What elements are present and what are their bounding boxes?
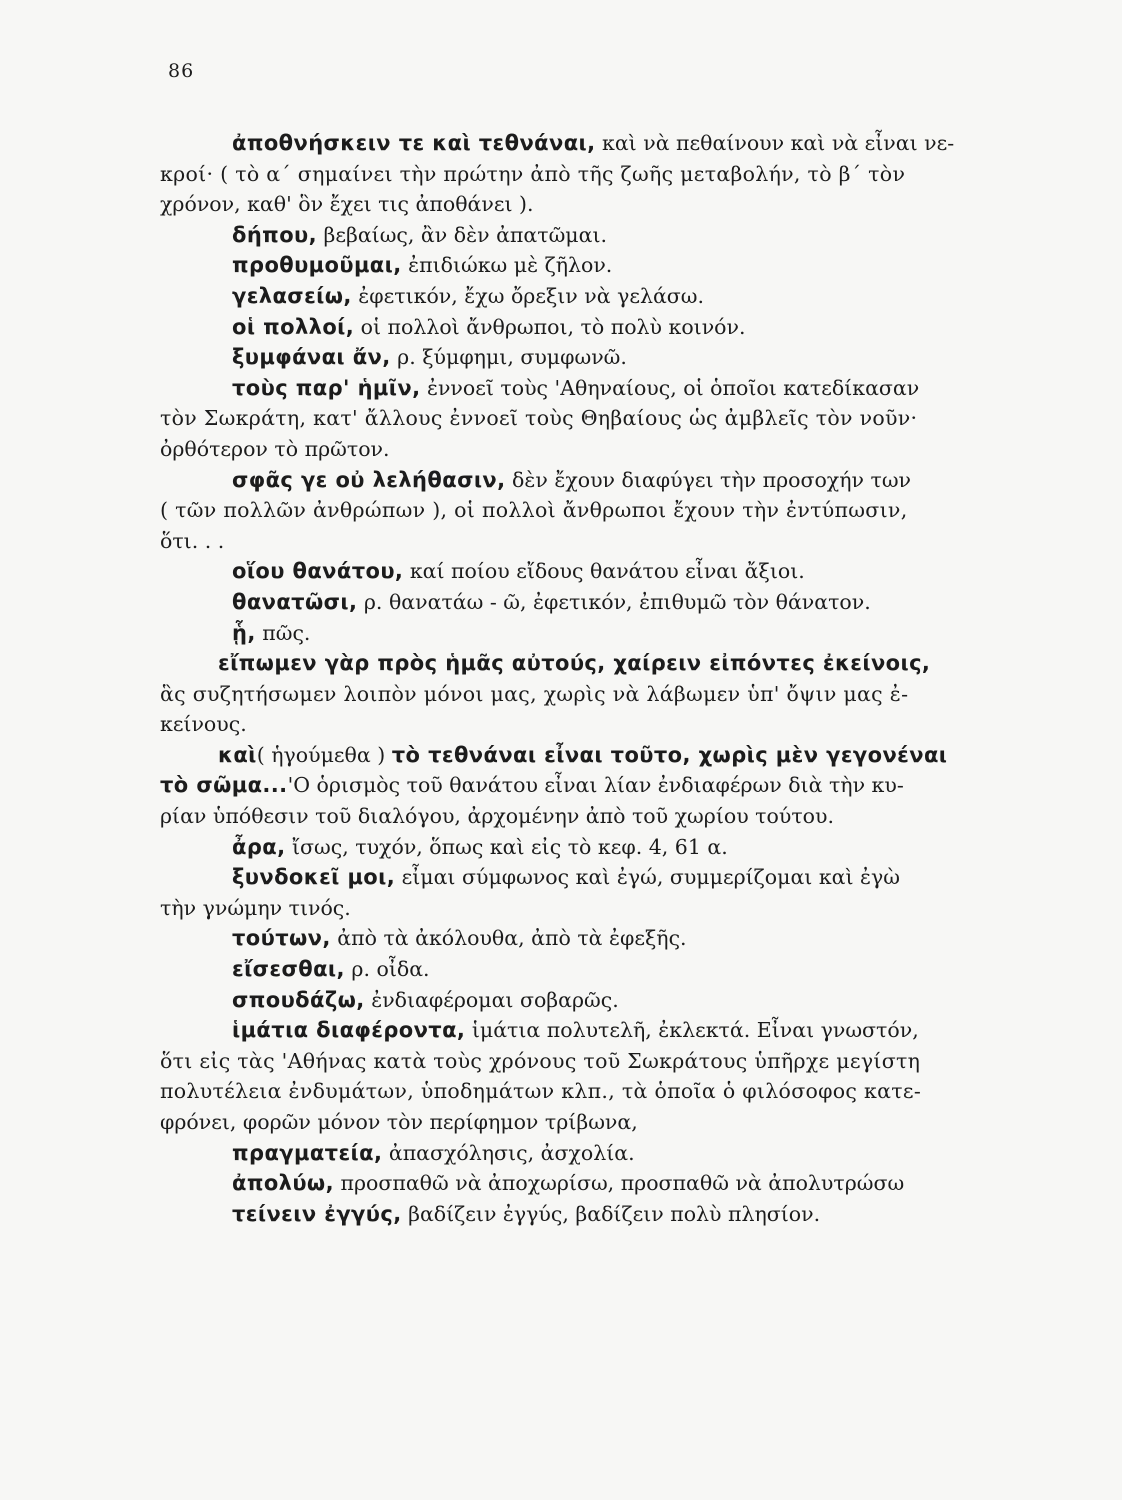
continuation-line: φρόνει, φορῶν μόνον τὸν περίφημον τρίβωνα, xyxy=(160,1110,638,1134)
entry-definition: ἴσως, τυχόν, ὅπως καὶ εἰς τὸ κεφ. 4, 61 α. xyxy=(285,834,728,859)
entry-line xyxy=(160,1199,1090,1230)
entry-definition: ἀπασχόλησις, ἀσχολία. xyxy=(382,1140,635,1165)
entry-term: τοὺς παρ' ἡμῖν, xyxy=(232,375,421,400)
entry-line xyxy=(160,220,1090,251)
entry-definition: εἶμαι σύμφωνος καὶ ἐγώ, συμμερίζομαι καὶ ἐγὼ xyxy=(395,865,901,890)
entry-definition: ρ. θανατάω - ῶ, ἐφετικόν, ἐπιθυμῶ τὸν θάνατον. xyxy=(357,589,871,614)
entry-definition: ρ. ξύμφημι, συμφωνῶ. xyxy=(390,345,627,370)
entry-term: ἱμάτια διαφέροντα, xyxy=(232,1018,466,1043)
entry-term: προθυμοῦμαι, xyxy=(232,253,402,278)
entry-line xyxy=(160,1168,1090,1199)
entry-definition: καὶ νὰ πεθαίνουν καὶ νὰ εἶναι νε- xyxy=(595,131,955,155)
entry-term: ξυνδοκεῖ μοι, xyxy=(232,865,396,890)
entry-term: εἴσεσθαι, xyxy=(232,957,345,982)
entry-term: δήπου, xyxy=(232,222,317,247)
entry-line xyxy=(160,648,1090,679)
entry-term: εἴπωμεν γὰρ πρὸς ἡμᾶς αὐτούς, χαίρειν εἰπόντες ἐκείνοις, xyxy=(218,651,931,676)
entry-line xyxy=(160,250,1090,281)
entry-line xyxy=(160,862,1090,893)
entry-term: σφᾶς γε οὐ λελήθασιν, xyxy=(232,467,506,492)
entry-definition: καί ποίου εἴδους θανάτου εἶναι ἄξιοι. xyxy=(403,559,805,584)
entry-line xyxy=(160,1138,1090,1169)
entry-line xyxy=(160,128,1090,159)
continuation-line: ὅτι εἰς τὰς 'Αθήνας κατὰ τοὺς χρόνους τοῦ Σωκράτους ὑπῆρχε μεγίστη xyxy=(160,1048,921,1073)
entry-definition: δὲν ἔχουν διαφύγει τὴν προσοχήν των xyxy=(505,467,911,492)
entry-line xyxy=(160,740,1090,771)
entry-definition: πῶς. xyxy=(255,620,311,645)
entry-term: οἱ πολλοί, xyxy=(232,314,355,339)
entry-term: ᾗ, xyxy=(232,620,256,645)
entry-line xyxy=(160,954,1090,985)
continuation-line: ἃς συζητήσωμεν λοιπὸν μόνοι μας, χωρὶς νὰ λάβωμεν ὑπ' ὄψιν μας ἐ- xyxy=(160,681,909,706)
continuation-line: ὅτι. . . xyxy=(160,528,225,553)
entry-line xyxy=(160,342,1090,373)
continuation-line: τὴν γνώμην τινός. xyxy=(160,895,351,920)
continuation-line: κείνους. xyxy=(160,712,247,737)
page-number: 86 xyxy=(168,60,195,82)
entry-definition: ( ἡγούμεθα ) xyxy=(256,742,392,767)
entry-definition: βεβαίως, ἂν δὲν ἀπατῶμαι. xyxy=(316,222,608,247)
entry-line xyxy=(160,373,1090,404)
entry-term: ξυμφάναι ἄν, xyxy=(232,345,391,370)
entry-term: τὸ σῶμα... xyxy=(160,773,288,798)
entry-line xyxy=(160,312,1090,343)
entry-definition: προσπαθῶ νὰ ἀποχωρίσω, προσπαθῶ νὰ ἀπολυτρώσω xyxy=(333,1171,905,1196)
entry-term: γελασείω, xyxy=(232,283,352,308)
entry-definition: ἱμάτια πολυτελῆ, ἐκλεκτά. Εἶναι γνωστόν, xyxy=(465,1018,919,1043)
entry-line xyxy=(160,281,1090,312)
entry-term: πραγματεία, xyxy=(232,1140,383,1165)
continuation-line: κροί· ( τὸ α΄ σημαίνει τὴν πρώτην ἀπὸ τῆς ζωῆς μεταβολήν, τὸ β΄ τὸν xyxy=(160,161,906,186)
entry-term: ἀπολύω, xyxy=(232,1171,334,1196)
continuation-line: χρόνον, καθ' ὃν ἔχει τις ἀποθάνει ). xyxy=(160,192,534,217)
entry-definition: βαδίζειν ἐγγύς, βαδίζειν πολὺ πλησίον. xyxy=(401,1201,821,1226)
entry-term: τούτων, xyxy=(232,926,331,951)
entry-term: τείνειν ἐγγύς, xyxy=(232,1201,402,1226)
entry-term-continued: τὸ τεθνάναι εἶναι τοῦτο, χωρὶς μὲν γεγονέναι xyxy=(391,742,948,767)
entry-line xyxy=(160,985,1090,1016)
entry-term: ἀποθνήσκειν τε καὶ τεθνάναι, xyxy=(232,131,596,155)
entry-term: σπουδάζω, xyxy=(232,987,365,1012)
entry-definition: ἐπιδιώκω μὲ ζῆλον. xyxy=(401,253,613,278)
entry-line xyxy=(160,832,1090,863)
entry-term: καὶ xyxy=(218,742,257,767)
entry-line xyxy=(160,1015,1090,1046)
glossary-text xyxy=(160,128,1090,1229)
entry-line xyxy=(160,770,1090,801)
entry-line xyxy=(160,923,1090,954)
continuation-line: ρίαν ὑπόθεσιν τοῦ διαλόγου, ἀρχομένην ἀπὸ τοῦ χωρίου τούτου. xyxy=(160,804,834,829)
entry-definition: 'Ο ὁρισμὸς τοῦ θανάτου εἶναι λίαν ἐνδιαφέρων διὰ τὴν κυ- xyxy=(287,773,904,798)
entry-line xyxy=(160,465,1090,496)
entry-definition: ἐφετικόν, ἔχω ὄρεξιν νὰ γελάσω. xyxy=(351,283,705,308)
entry-term: οἵου θανάτου, xyxy=(232,559,404,584)
entry-term: θανατῶσι, xyxy=(232,589,358,614)
entry-definition: ἀπὸ τὰ ἀκόλουθα, ἀπὸ τὰ ἐφεξῆς. xyxy=(330,926,687,951)
continuation-line: ( τῶν πολλῶν ἀνθρώπων ), οἱ πολλοὶ ἄνθρωποι ἔχουν τὴν ἐντύπωσιν, xyxy=(160,498,908,523)
entry-definition: ἐννοεῖ τοὺς 'Αθηναίους, οἱ ὁποῖοι κατεδίκασαν xyxy=(420,375,920,400)
continuation-line: τὸν Σωκράτη, κατ' ἄλλους ἐννοεῖ τοὺς Θηβαίους ὡς ἀμβλεῖς τὸν νοῦν· xyxy=(160,406,918,431)
entry-term: ἆρα, xyxy=(232,834,286,859)
entry-definition: οἱ πολλοὶ ἄνθρωποι, τὸ πολὺ κοινόν. xyxy=(354,314,746,339)
continuation-line: πολυτέλεια ἐνδυμάτων, ὑποδημάτων κλπ., τὰ ὁποῖα ὁ φιλόσοφος κατε- xyxy=(160,1079,922,1104)
entry-line xyxy=(160,618,1090,649)
entry-definition: ἐνδιαφέρομαι σοβαρῶς. xyxy=(364,987,619,1012)
entry-line xyxy=(160,556,1090,587)
continuation-line: ὀρθότερον τὸ πρῶτον. xyxy=(160,436,390,461)
entry-definition: ρ. οἶδα. xyxy=(344,957,430,982)
entry-line xyxy=(160,587,1090,618)
